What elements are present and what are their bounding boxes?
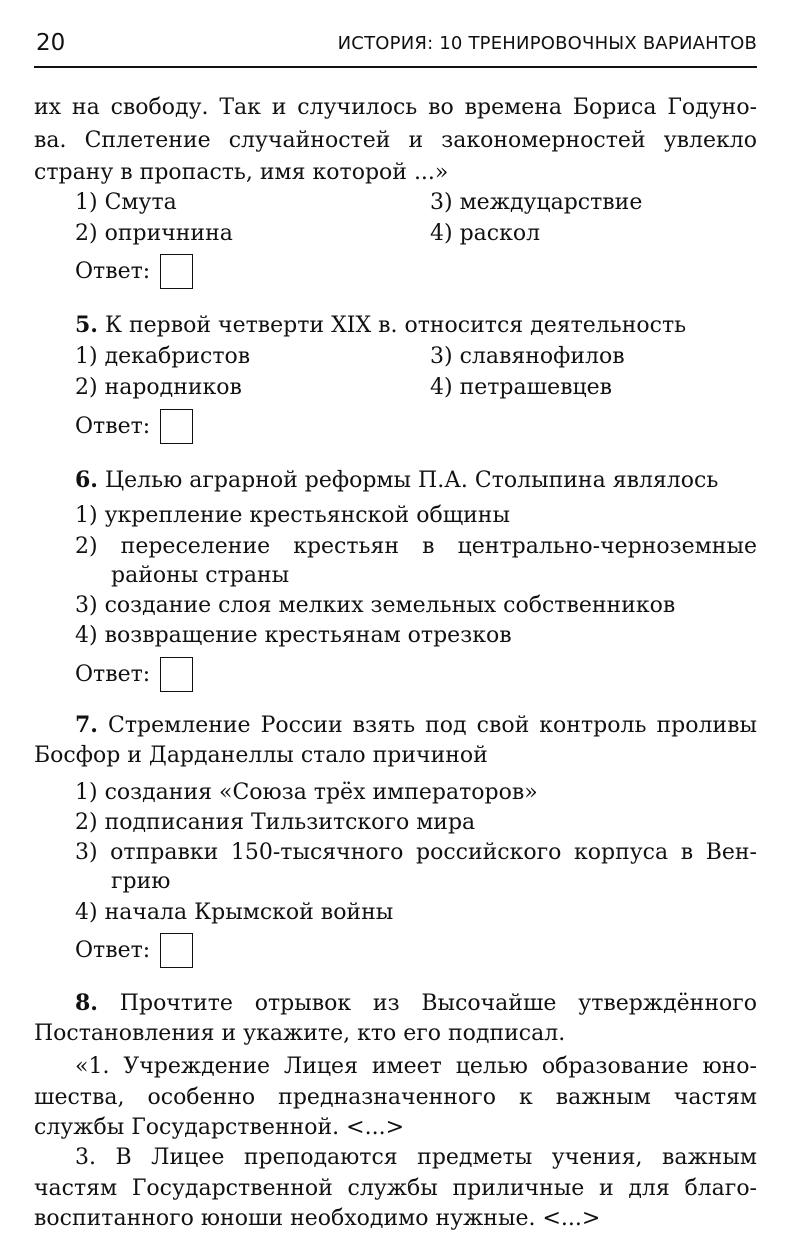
q7-option-2: 2) подписания Тильзитского мира <box>75 810 476 835</box>
q5-text: К первой четверти XIX в. относится деятельность <box>104 313 687 338</box>
q4-text-line: их на свободу. Так и случилось во времена Бориса Годуно- <box>34 95 757 120</box>
q8-quote-line: 3. В Лицее преподаются предметы учения, важным <box>75 1145 757 1170</box>
q8-quote-line: «1. Учреждение Лицея имеет целью образование юно- <box>75 1054 757 1079</box>
q6-text: Целью аграрной реформы П.А. Столыпина являлось <box>104 468 719 493</box>
q6-option-2-cont: районы страны <box>111 563 290 588</box>
q6-answer-box[interactable] <box>160 657 193 692</box>
q8-text: Прочтите отрывок из Высочайше утверждённого <box>119 991 757 1016</box>
q4-option-3: 3) междуцарствие <box>430 190 643 215</box>
q6-option-4: 4) возвращение крестьянам отрезков <box>75 623 512 648</box>
q8-quote-line: службы Государственной. <...> <box>34 1115 405 1140</box>
q8-quote-line: шества, особенно предназначенного к важным частям <box>34 1085 757 1110</box>
header-title: ИСТОРИЯ: 10 ТРЕНИРОВОЧНЫХ ВАРИАНТОВ <box>337 33 757 54</box>
q6-option-3: 3) создание слоя мелких земельных собственников <box>75 593 676 618</box>
q7-option-3-cont: грию <box>111 869 171 894</box>
q6-number: 6. <box>75 467 98 493</box>
q6-question <box>75 465 718 496</box>
q7-answer-label: Ответ: <box>75 938 151 963</box>
q7-question <box>75 710 757 741</box>
q7-text: Стремление России взять под свой контроль проливы <box>108 713 757 738</box>
q4-answer-label: Ответ: <box>75 259 151 284</box>
q7-number: 7. <box>75 712 98 738</box>
q8-quote-line: воспитанного юноши необходимо нужные. <...> <box>34 1206 601 1231</box>
q7-option-1: 1) создания «Союза трёх императоров» <box>75 780 538 805</box>
q5-answer-label: Ответ: <box>75 414 151 439</box>
q5-number: 5. <box>75 312 98 338</box>
q4-text-line: ва. Сплетение случайностей и закономерностей увлекло <box>34 128 757 153</box>
page-number: 20 <box>36 30 66 56</box>
q8-quote-line: частям Государственной службы приличные и для благо- <box>34 1176 757 1201</box>
q5-option-2: 2) народников <box>75 375 242 400</box>
q8-text-line: Постановления и укажите, кто его подписал. <box>34 1021 566 1046</box>
q4-answer-box[interactable] <box>160 254 193 289</box>
q5-question <box>75 310 686 341</box>
q4-option-2: 2) опричнина <box>75 221 233 246</box>
q5-option-3: 3) славянофилов <box>430 344 625 369</box>
q6-option-2: 2) переселение крестьян в центрально-черноземные <box>75 534 757 559</box>
q7-option-4: 4) начала Крымской войны <box>75 900 394 925</box>
q5-option-1: 1) декабристов <box>75 344 251 369</box>
q8-number: 8. <box>75 990 98 1016</box>
q8-question <box>75 988 757 1019</box>
q4-option-4: 4) раскол <box>430 221 541 246</box>
q5-option-4: 4) петрашевцев <box>430 375 613 400</box>
q4-text-line: страну в пропасть, имя которой ...» <box>34 160 449 185</box>
q7-option-3: 3) отправки 150-тысячного российского корпуса в Вен- <box>75 840 757 865</box>
q4-option-1: 1) Смута <box>75 190 177 215</box>
q5-answer-box[interactable] <box>160 409 193 444</box>
q6-option-1: 1) укрепление крестьянской общины <box>75 503 510 528</box>
page-header <box>34 28 757 68</box>
q7-text-line: Босфор и Дарданеллы стало причиной <box>34 743 488 768</box>
q7-answer-box[interactable] <box>160 933 193 968</box>
q6-answer-label: Ответ: <box>75 662 151 687</box>
